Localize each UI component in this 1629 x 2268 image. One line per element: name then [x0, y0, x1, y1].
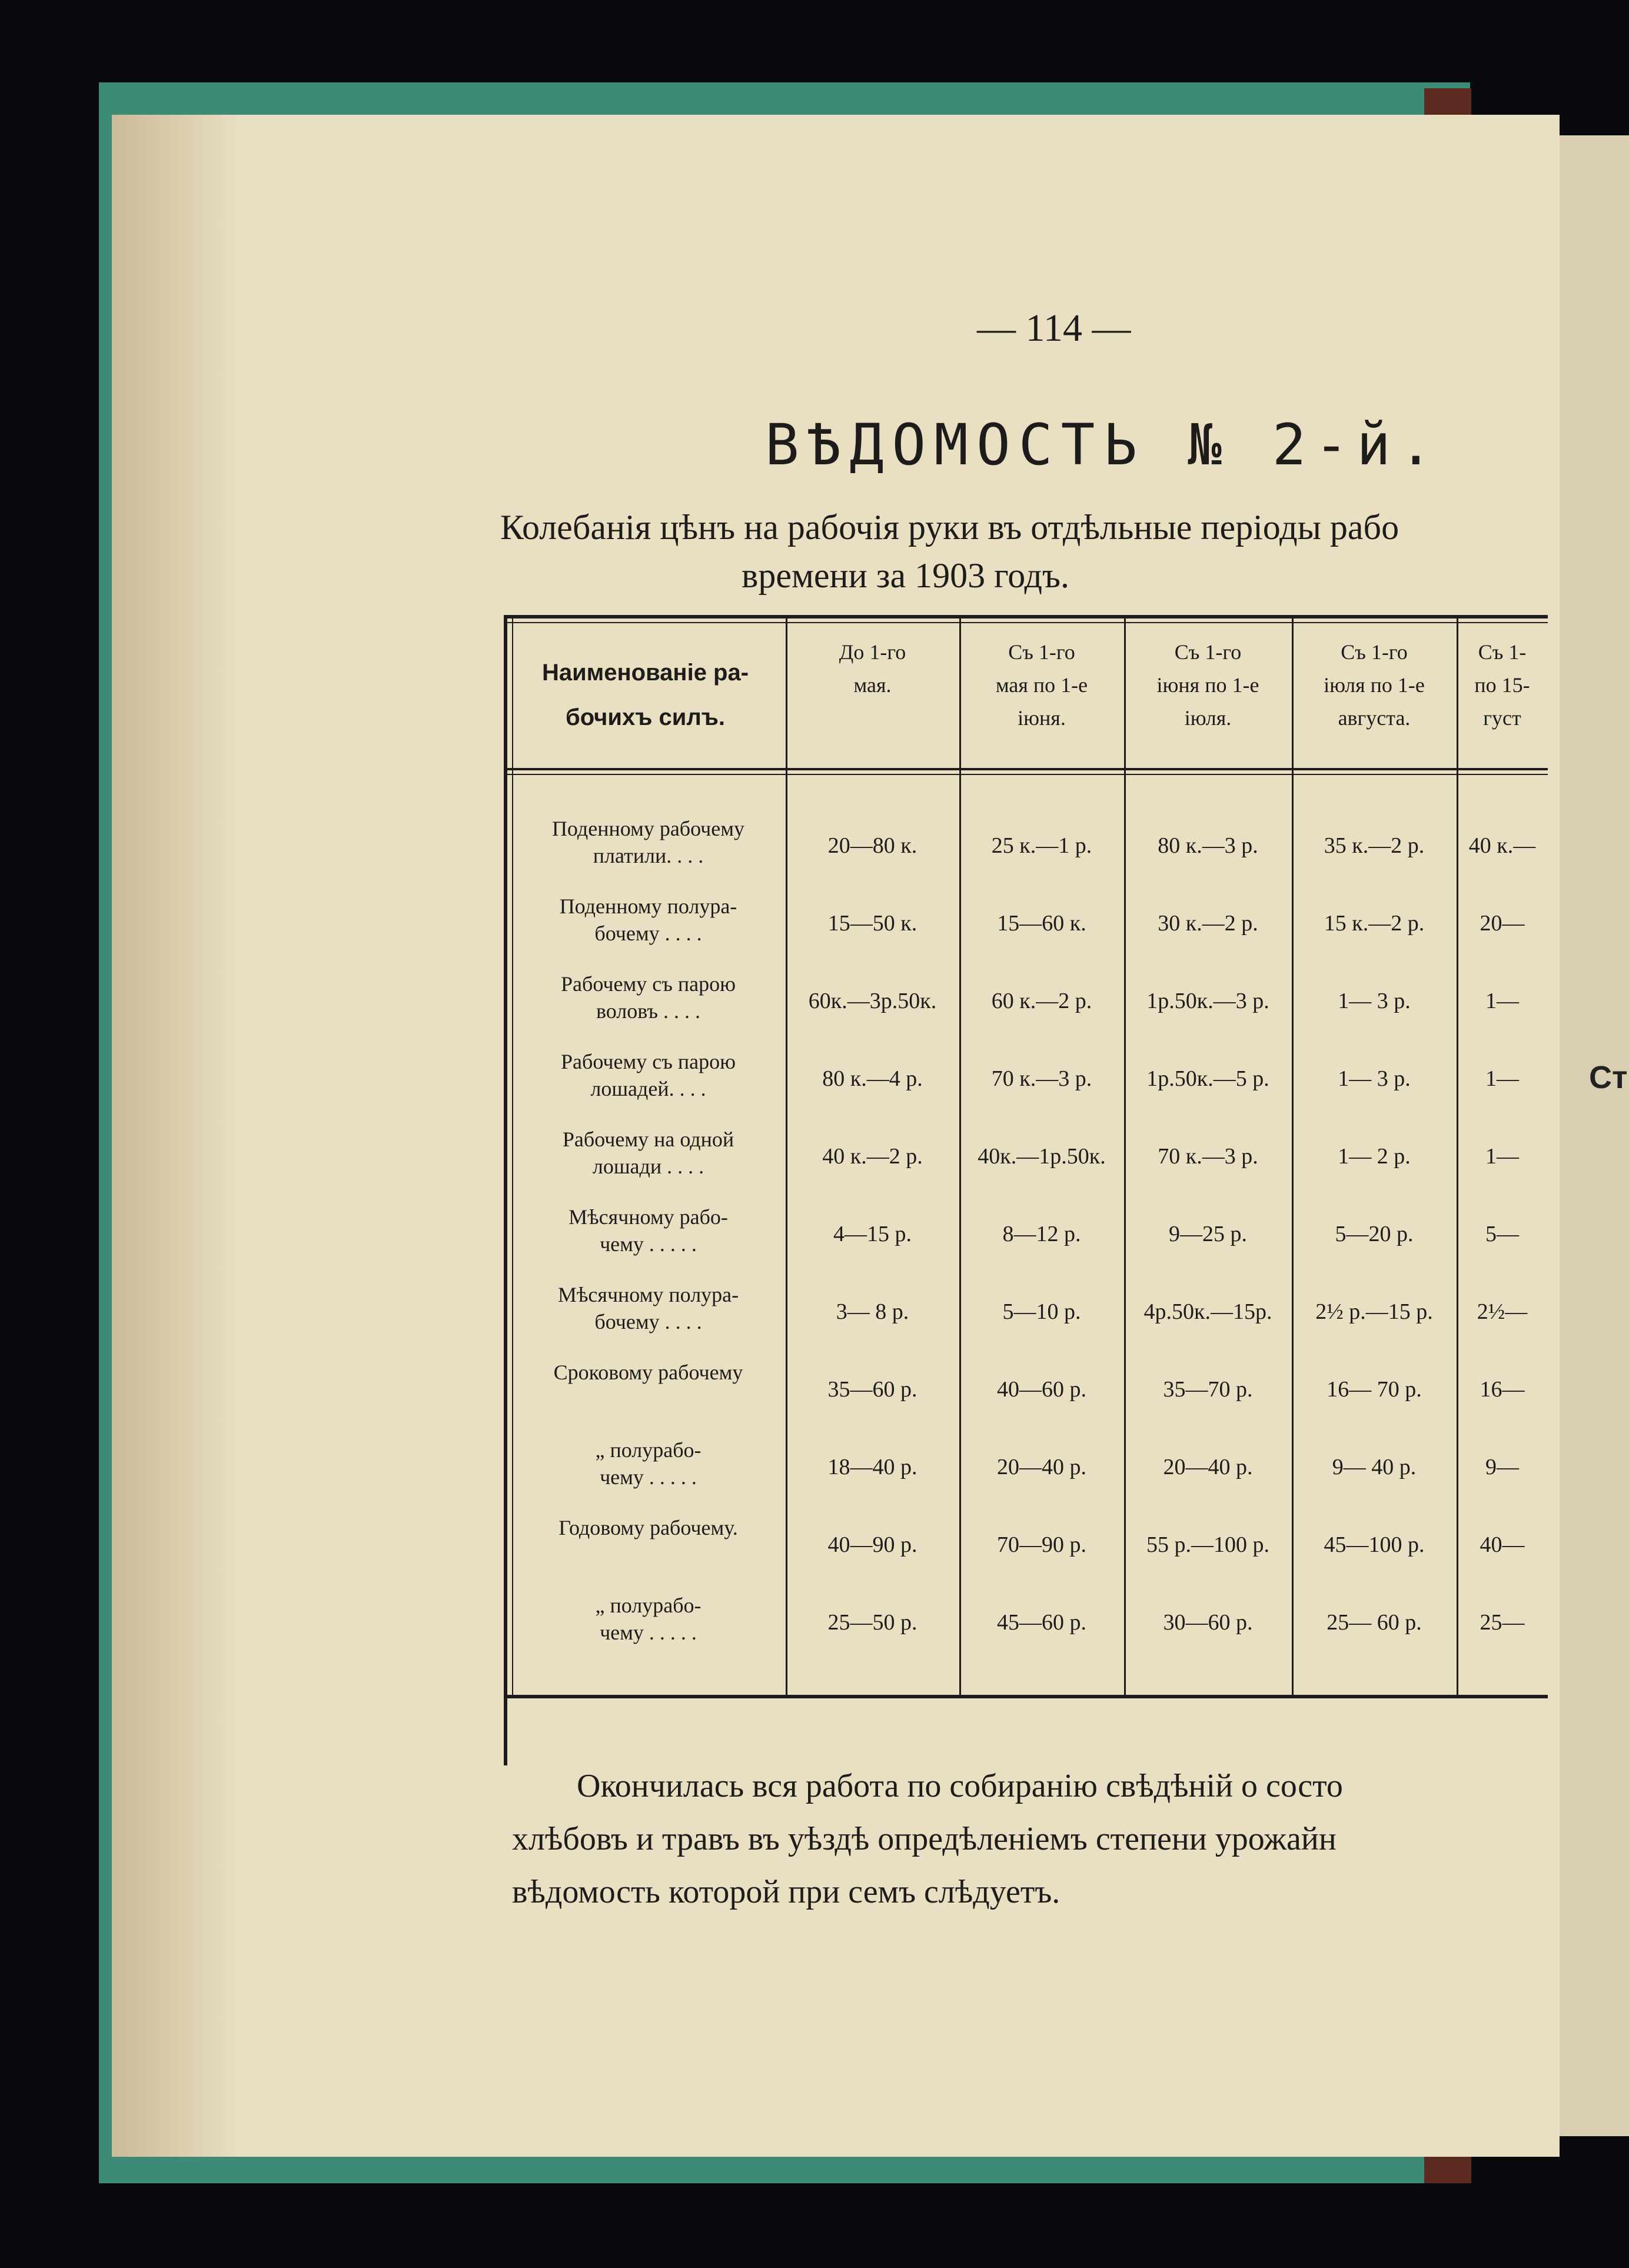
- table-row-label: Рабочему на одной лошади . . . .: [562, 1128, 734, 1178]
- closing-line-1: Окончилась вся работа по собиранію свѣдѣній о состо: [577, 1768, 1343, 1804]
- table-header-rule: [505, 768, 1548, 770]
- table-header-cell: Съ 1- по 15- густ: [1474, 640, 1530, 730]
- table-cell: 1—: [1485, 989, 1519, 1013]
- table-cell: 45—60 р.: [997, 1610, 1086, 1635]
- closing-line-2: хлѣбовъ и травъ въ уѣздѣ опредѣленіемъ степени урожайн: [512, 1821, 1337, 1857]
- table-column-rule: [786, 615, 787, 1695]
- table-top-rule: [505, 615, 1548, 618]
- table-cell: 1— 2 р.: [1338, 1144, 1411, 1169]
- subtitle-line-2: времени за 1903 годъ.: [742, 556, 1070, 595]
- table-cell: 1—: [1485, 1144, 1519, 1169]
- table-cell: 20—40 р.: [1163, 1455, 1253, 1479]
- table-cell: 1— 3 р.: [1338, 989, 1411, 1013]
- table-cell: 25—: [1480, 1610, 1525, 1635]
- table-cell: 40 к.—: [1468, 833, 1536, 858]
- table-cell: 25—50 р.: [827, 1610, 917, 1635]
- table-cell: 9—25 р.: [1169, 1222, 1247, 1246]
- table-cell: 9—: [1485, 1455, 1519, 1479]
- table-header-rule-thin: [505, 774, 1548, 775]
- table-cell: 20—40 р.: [997, 1455, 1086, 1479]
- table-cell: 1— 3 р.: [1338, 1066, 1411, 1091]
- table-cell: 5—: [1485, 1222, 1519, 1246]
- table-cell: 2½ р.—15 р.: [1315, 1299, 1433, 1324]
- table-cell: 40—60 р.: [997, 1377, 1086, 1402]
- table-cell: 60 к.—2 р.: [991, 989, 1092, 1013]
- table-cell: 70—90 р.: [997, 1532, 1086, 1557]
- table-cell: 1р.50к.—5 р.: [1146, 1066, 1269, 1091]
- table-row-label: „ полурабо- чему . . . . .: [595, 1594, 702, 1644]
- table-row-label: Поденному рабочему платили. . . .: [551, 817, 745, 867]
- closing-paragraph: [512, 1760, 1571, 1918]
- table-cell: 45—100 р.: [1324, 1532, 1425, 1557]
- page-number: — 114 —: [977, 307, 1131, 350]
- table-cell: 30—60 р.: [1163, 1610, 1253, 1635]
- closing-line-3: вѣдомость которой при семъ слѣдуетъ.: [512, 1874, 1060, 1910]
- table-column-rule: [959, 615, 961, 1695]
- table-header-cell: Съ 1-го іюля по 1-е августа.: [1324, 640, 1425, 730]
- table-column-rule: [1124, 615, 1126, 1695]
- table-cell: 40—: [1480, 1532, 1525, 1557]
- table-row-label: Мѣсячному рабо- чему . . . . .: [569, 1205, 728, 1256]
- table-row-label: Поденному полура- бочему . . . .: [559, 894, 737, 945]
- table-cell: 40—90 р.: [827, 1532, 917, 1557]
- table-top-rule-thin: [505, 622, 1548, 623]
- table-row-label: Мѣсячному полура- бочему . . . .: [557, 1283, 739, 1333]
- table-cell: 5—10 р.: [1002, 1299, 1081, 1324]
- table-header-cell: Наименованіе ра- бочихъ силъ.: [541, 660, 749, 730]
- table-cell: 15—60 к.: [997, 911, 1086, 936]
- table-cell: 4—15 р.: [833, 1222, 912, 1246]
- table-left-rule: [504, 615, 507, 1765]
- table-cell: 1—: [1485, 1066, 1519, 1091]
- table-cell: 8—12 р.: [1002, 1222, 1081, 1246]
- table-cell: 70 к.—3 р.: [1158, 1144, 1258, 1169]
- table-cell: 4р.50к.—15р.: [1143, 1299, 1272, 1324]
- page-title: ВѢДОМОСТЬ № 2-й.: [765, 412, 1441, 478]
- table-cell: 35—70 р.: [1163, 1377, 1253, 1402]
- table-cell: 15—50 к.: [827, 911, 917, 936]
- table-cell: 70 к.—3 р.: [991, 1066, 1092, 1091]
- table-row-label: Рабочему съ парою лошадей. . . .: [561, 1050, 736, 1100]
- table-cell: 16—: [1480, 1377, 1525, 1402]
- table-cell: 1р.50к.—3 р.: [1146, 989, 1269, 1013]
- table-cell: 15 к.—2 р.: [1324, 911, 1425, 936]
- table-cell: 20—: [1480, 911, 1525, 936]
- table-header-cell: Съ 1-го мая по 1-е іюня.: [995, 640, 1088, 730]
- table-cell: 25 к.—1 р.: [991, 833, 1092, 858]
- table-header-cell: Съ 1-го іюня по 1-е іюля.: [1156, 640, 1259, 730]
- table-cell: 35—60 р.: [827, 1377, 917, 1402]
- table-header-cell: До 1-го мая.: [839, 640, 906, 697]
- table-row-label: Рабочему съ парою воловъ . . . .: [561, 972, 736, 1023]
- table-row-label: „ полурабо- чему . . . . .: [595, 1438, 702, 1489]
- table-cell: 2½—: [1477, 1299, 1528, 1324]
- table-cell: 35 к.—2 р.: [1324, 833, 1425, 858]
- table-cell: 5—20 р.: [1335, 1222, 1414, 1246]
- table-cell: 30 к.—2 р.: [1158, 911, 1258, 936]
- table-cell: 16— 70 р.: [1327, 1377, 1422, 1402]
- table-cell: 18—40 р.: [827, 1455, 917, 1479]
- table-bottom-rule: [505, 1695, 1548, 1698]
- table-row-label: Сроковому рабочему: [553, 1361, 743, 1384]
- table-cell: 55 р.—100 р.: [1146, 1532, 1269, 1557]
- page-subtitle: [500, 503, 1560, 600]
- next-page-fragment: Ст: [1589, 1060, 1628, 1095]
- table-cell: 40 к.—2 р.: [822, 1144, 923, 1169]
- subtitle-line-1: Колебанія цѣнъ на рабочія руки въ отдѣльные періоды рабо: [500, 508, 1399, 547]
- table-cell: 9— 40 р.: [1332, 1455, 1417, 1479]
- table-cell: 60к.—3р.50к.: [808, 989, 937, 1013]
- table-cell: 25— 60 р.: [1327, 1610, 1422, 1635]
- table-left-rule-thin: [512, 615, 513, 1698]
- table-row-label: Годовому рабочему.: [558, 1516, 738, 1539]
- table-column-rule: [1292, 615, 1294, 1695]
- table-column-rule: [1457, 615, 1458, 1695]
- table-cell: 3— 8 р.: [836, 1299, 909, 1324]
- table-cell: 80 к.—4 р.: [822, 1066, 923, 1091]
- table-cell: 20—80 к.: [827, 833, 917, 858]
- table-cell: 40к.—1р.50к.: [978, 1144, 1106, 1169]
- page-gutter-shadow: [112, 115, 241, 2157]
- table-cell: 80 к.—3 р.: [1158, 833, 1258, 858]
